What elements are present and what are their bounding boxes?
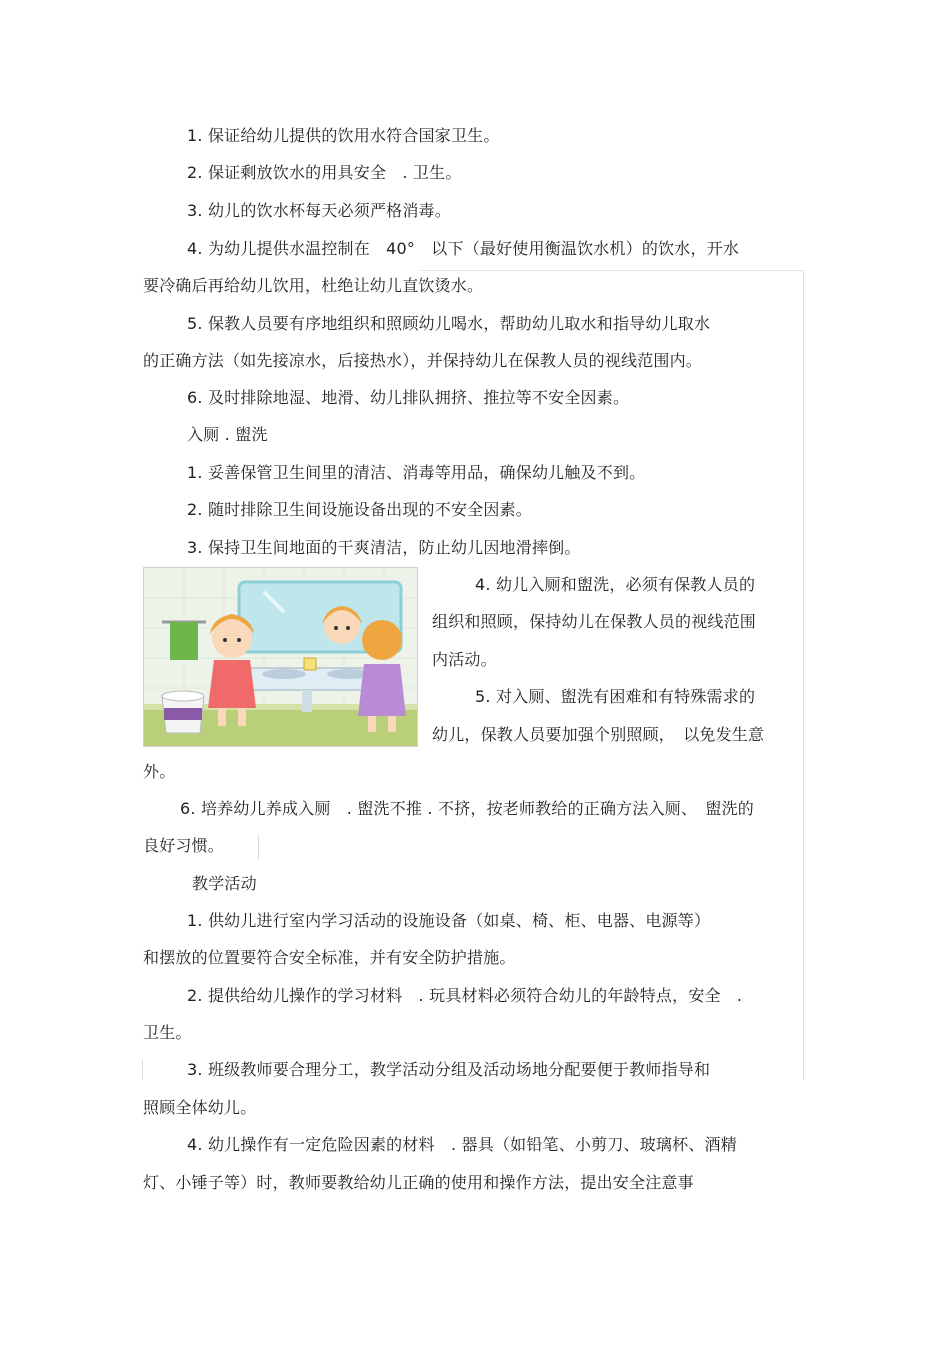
line-04: 4. 为幼儿提供水温控制在 40° 以下（最好使用衡温饮水机）的饮水，开水: [187, 239, 740, 258]
scan-border-mark: [258, 835, 259, 860]
line-01: 1. 保证给幼儿提供的饮用水符合国家卫生。: [187, 126, 500, 145]
line-18: 外。: [143, 762, 176, 781]
line-05: 要冷确后再给幼儿饮用，杜绝让幼儿直饮烫水。: [143, 276, 484, 295]
line-22: 1. 供幼儿进行室内学习活动的设施设备（如桌、椅、柜、电器、电源等）: [187, 911, 711, 930]
line-29: 灯、小锤子等）时，教师要教给幼儿正确的使用和操作方法，提出安全注意事: [143, 1173, 694, 1192]
line-06: 5. 保教人员要有序地组织和照顾幼儿喝水，帮助幼儿取水和指导幼儿取水: [187, 314, 711, 333]
children-washing-illustration: [143, 567, 418, 747]
scan-border-right: [803, 270, 804, 1080]
line-12: 3. 保持卫生间地面的干爽清洁，防止幼儿因地滑摔倒。: [187, 538, 581, 557]
line-03: 3. 幼儿的饮水杯每天必须严格消毒。: [187, 201, 451, 220]
line-24: 2. 提供给幼儿操作的学习材料 . 玩具材料必须符合幼儿的年龄特点，安全 .: [187, 986, 743, 1005]
section-heading-toilet: 入厕 . 盥洗: [187, 425, 268, 444]
scan-border-left: [142, 1060, 143, 1080]
washroom-picture: [144, 568, 417, 746]
line-19: 6. 培养幼儿养成入厕 . 盥洗不推 . 不挤，按老师教给的正确方法入厕、 盥洗的: [180, 799, 754, 818]
line-23: 和摆放的位置要符合安全标准，并有安全防护措施。: [143, 948, 516, 967]
scan-border-top: [420, 270, 804, 271]
line-08: 6. 及时排除地湿、地滑、幼儿排队拥挤、推拉等不安全因素。: [187, 388, 630, 407]
line-07: 的正确方法（如先接凉水，后接热水），并保持幼儿在保教人员的视线范围内。: [143, 351, 703, 370]
line-20: 良好习惯。: [143, 836, 225, 855]
line-10: 1. 妥善保管卫生间里的清洁、消毒等用品，确保幼儿触及不到。: [187, 463, 646, 482]
line-28: 4. 幼儿操作有一定危险因素的材料 . 器具（如铅笔、小剪刀、玻璃杯、酒精: [187, 1135, 737, 1154]
line-15: 内活动。: [432, 650, 497, 669]
line-26: 3. 班级教师要合理分工，教学活动分组及活动场地分配要便于教师指导和: [187, 1060, 711, 1079]
line-14: 组织和照顾，保持幼儿在保教人员的视线范围: [432, 612, 757, 631]
line-17: 幼儿，保教人员要加强个别照顾， 以免发生意: [432, 725, 765, 744]
line-16: 5. 对入厕、盥洗有困难和有特殊需求的: [475, 687, 756, 706]
line-27: 照顾全体幼儿。: [143, 1098, 257, 1117]
line-02: 2. 保证剩放饮水的用具安全 . 卫生。: [187, 163, 462, 182]
line-11: 2. 随时排除卫生间设施设备出现的不安全因素。: [187, 500, 532, 519]
section-heading-teaching: 教学活动: [192, 874, 257, 893]
line-13: 4. 幼儿入厕和盥洗，必须有保教人员的: [475, 575, 756, 594]
line-25: 卫生。: [143, 1023, 192, 1042]
